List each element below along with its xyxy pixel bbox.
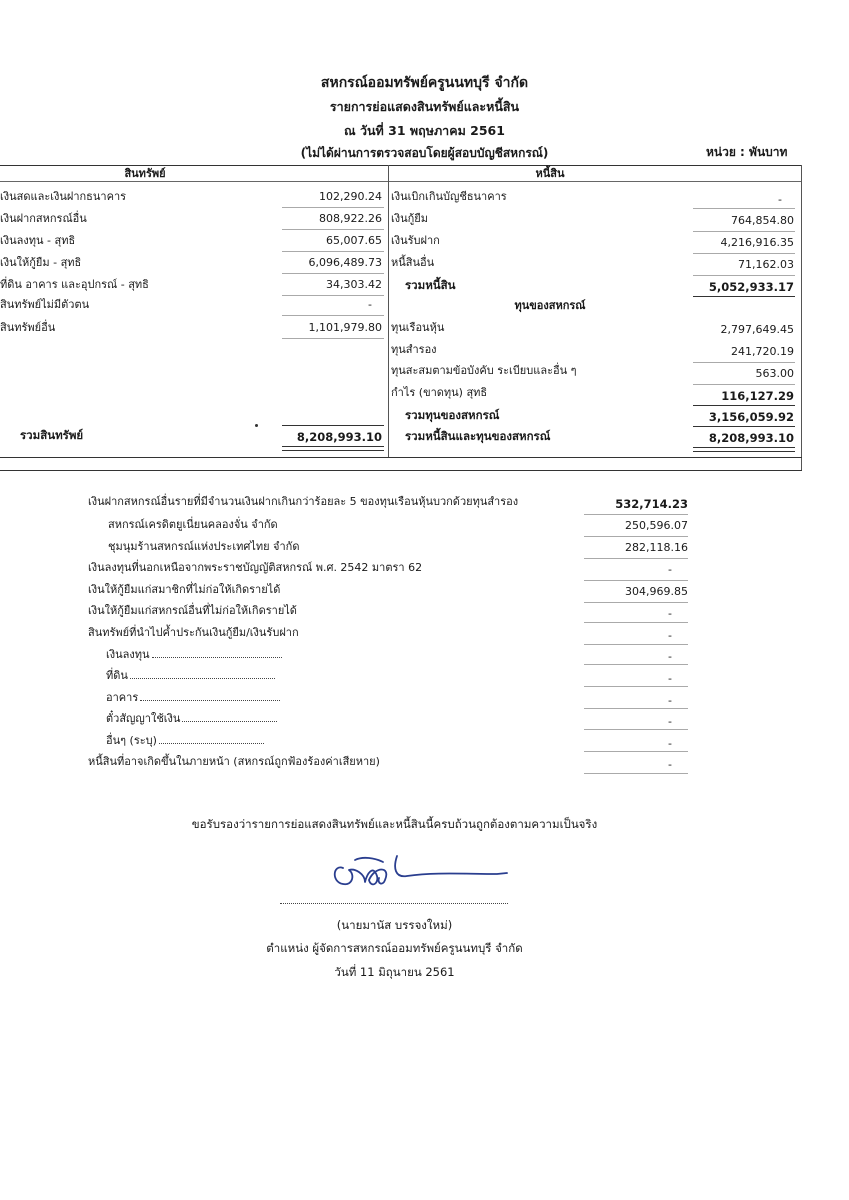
- row-rule: [584, 729, 688, 730]
- note-sub-item: [106, 711, 277, 726]
- total-rule: [693, 405, 795, 406]
- note-value: 282,118.16: [625, 541, 688, 554]
- row-rule: [693, 253, 795, 254]
- asset-value: 6,096,489.73: [308, 256, 382, 269]
- org-name: สหกรณ์ออมทรัพย์ครูนนทบุรี จำกัด: [320, 75, 529, 91]
- equity-value: 116,127.29: [721, 389, 794, 403]
- note-label: เงินลงทุนที่นอกเหนือจากพระราชบัญญัติสหกรณ์ พ.ศ. 2542 มาตรา 62: [88, 561, 423, 574]
- row-rule: [693, 208, 795, 209]
- note-label: อาคาร: [106, 691, 139, 704]
- note-sub-item: [106, 733, 264, 748]
- asset-value: 1,101,979.80: [308, 321, 382, 334]
- liability-value: 4,216,916.35: [720, 236, 794, 249]
- asset-label: เงินฝากสหกรณ์อื่น: [0, 212, 87, 225]
- row-rule: [693, 231, 795, 232]
- note-value: -: [668, 715, 672, 728]
- note-label: เงินลงทุน: [106, 648, 150, 661]
- note-label: เงินให้กู้ยืมแก่สหกรณ์อื่นที่ไม่ก่อให้เกิดรายได้: [88, 604, 297, 617]
- table-footer-border: [0, 470, 802, 471]
- liabilities-heading: หนี้สิน: [535, 167, 565, 180]
- asset-value: 102,290.24: [319, 190, 382, 203]
- note-sub-item: [106, 690, 280, 705]
- asset-value: -: [368, 298, 372, 311]
- liability-value: 71,162.03: [738, 258, 794, 271]
- note-label: ที่ดิน: [106, 669, 128, 682]
- dotted-fill: [130, 668, 275, 679]
- signer-name: (นายมานัส บรรจงใหม่): [336, 918, 453, 932]
- equity-value: 563.00: [755, 367, 794, 380]
- asset-label: เงินสดและเงินฝากธนาคาร: [0, 190, 127, 203]
- note-value: -: [668, 758, 672, 771]
- row-rule: [584, 580, 688, 581]
- table-header-border: [0, 181, 802, 182]
- grand-total-label: รวมหนี้สินและทุนของสหกรณ์: [405, 429, 551, 443]
- total-rule: [693, 426, 795, 427]
- note-value: -: [668, 563, 672, 576]
- row-rule: [584, 644, 688, 645]
- total-rule: [693, 296, 795, 297]
- row-rule: [584, 708, 688, 709]
- row-rule: [693, 384, 795, 385]
- table-bottom-border: [0, 457, 802, 458]
- equity-total-value: 3,156,059.92: [708, 410, 794, 424]
- row-rule: [584, 602, 688, 603]
- table-top-border: [0, 165, 802, 166]
- asset-value: 65,007.65: [326, 234, 382, 247]
- note-label: เงินฝากสหกรณ์อื่นรายที่มีจำนวนเงินฝากเกินกว่าร้อยละ 5 ของทุนเรือนหุ้นบวกด้วยทุนสำรอง: [88, 495, 519, 508]
- row-rule: [693, 275, 795, 276]
- note-label: ชุมนุมร้านสหกรณ์แห่งประเทศไทย จำกัด: [108, 540, 300, 553]
- note-value: -: [668, 672, 672, 685]
- note-label: สินทรัพย์ที่นำไปค้ำประกันเงินกู้ยืม/เงินรับฝาก: [88, 626, 299, 639]
- unit-label: หน่วย : พันบาท: [706, 145, 788, 159]
- row-rule: [584, 536, 688, 537]
- note-sub-item: [106, 668, 275, 683]
- row-rule: [282, 229, 384, 230]
- liability-label: หนี้สินอื่น: [391, 256, 435, 269]
- liabilities-total-value: 5,052,933.17: [708, 280, 794, 294]
- equity-label: ทุนสะสมตามข้อบังคับ ระเบียบและอื่น ๆ: [391, 364, 577, 377]
- equity-heading: ทุนของสหกรณ์: [514, 299, 586, 312]
- row-rule: [282, 251, 384, 252]
- equity-label: ทุนเรือนหุ้น: [391, 321, 445, 334]
- note-label: ตั๋วสัญญาใช้เงิน: [106, 712, 181, 725]
- row-rule: [282, 338, 384, 339]
- row-rule: [584, 664, 688, 665]
- scan-mark: [255, 424, 258, 427]
- asset-label: สินทรัพย์อื่น: [0, 321, 56, 334]
- audit-note: (ไม่ได้ผ่านการตรวจสอบโดยผู้สอบบัญชีสหกรณ์): [300, 146, 549, 160]
- dotted-fill: [140, 690, 280, 701]
- asset-value: 808,922.26: [319, 212, 382, 225]
- asset-label: ที่ดิน อาคาร และอุปกรณ์ - สุทธิ: [0, 278, 149, 291]
- asset-value: 34,303.42: [326, 278, 382, 291]
- asset-label: เงินลงทุน - สุทธิ: [0, 234, 76, 247]
- row-rule: [282, 315, 384, 316]
- dotted-fill: [152, 647, 282, 658]
- asset-label: สินทรัพย์ไม่มีตัวตน: [0, 298, 90, 311]
- dotted-fill: [159, 733, 264, 744]
- signature-line: [280, 903, 508, 904]
- note-label: เงินให้กู้ยืมแก่สมาชิกที่ไม่ก่อให้เกิดรายได้: [88, 583, 281, 596]
- row-rule: [584, 773, 688, 774]
- note-label: หนี้สินที่อาจเกิดขึ้นในภายหน้า (สหกรณ์ถูกฟ้องร้องค่าเสียหาย): [88, 755, 380, 768]
- note-label: อื่นๆ (ระบุ): [106, 734, 157, 747]
- note-value: 304,969.85: [625, 585, 688, 598]
- liability-value: -: [778, 193, 782, 206]
- total-rule: [282, 425, 384, 426]
- row-rule: [584, 751, 688, 752]
- row-rule: [584, 622, 688, 623]
- equity-label: ทุนสำรอง: [391, 343, 437, 356]
- as-of-date: ณ วันที่ 31 พฤษภาคม 2561: [344, 123, 505, 138]
- equity-value: 241,720.19: [731, 345, 794, 358]
- table-column-divider: [388, 165, 389, 457]
- equity-total-label: รวมทุนของสหกรณ์: [405, 408, 500, 422]
- equity-value: 2,797,649.45: [720, 323, 794, 336]
- assets-total-label: รวมสินทรัพย์: [20, 428, 84, 442]
- note-value: 250,596.07: [625, 519, 688, 532]
- note-value: -: [668, 694, 672, 707]
- asset-label: เงินให้กู้ยืม - สุทธิ: [0, 256, 82, 269]
- row-rule: [282, 273, 384, 274]
- row-rule: [584, 514, 688, 515]
- row-rule: [584, 686, 688, 687]
- liability-value: 764,854.80: [731, 214, 794, 227]
- assets-heading: สินทรัพย์: [124, 167, 166, 180]
- row-rule: [584, 558, 688, 559]
- assets-total-double-rule: [282, 446, 384, 451]
- certification-statement: ขอรับรองว่ารายการย่อแสดงสินทรัพย์และหนี้สินนี้ครบถ้วนถูกต้องตามความเป็นจริง: [191, 817, 598, 831]
- liability-label: เงินกู้ยืม: [391, 212, 429, 225]
- note-value: -: [668, 629, 672, 642]
- note-value: 532,714.23: [615, 497, 688, 511]
- dotted-fill: [182, 711, 277, 722]
- note-value: -: [668, 650, 672, 663]
- signer-position: ตำแหน่ง ผู้จัดการสหกรณ์ออมทรัพย์ครูนนทบุรี จำกัด: [266, 941, 523, 955]
- liability-label: เงินรับฝาก: [391, 234, 440, 247]
- note-sub-item: [106, 647, 282, 662]
- note-value: -: [668, 737, 672, 750]
- note-value: -: [668, 607, 672, 620]
- table-right-border: [801, 165, 802, 470]
- equity-label: กำไร (ขาดทุน) สุทธิ: [391, 386, 488, 399]
- note-label: สหกรณ์เครดิตยูเนี่ยนคลองจั่น จำกัด: [108, 518, 278, 531]
- sign-date: วันที่ 11 มิถุนายน 2561: [334, 965, 455, 979]
- grand-total-value: 8,208,993.10: [708, 431, 794, 445]
- grand-total-double-rule: [693, 447, 795, 452]
- row-rule: [282, 295, 384, 296]
- liabilities-total-label: รวมหนี้สิน: [405, 278, 456, 292]
- liability-label: เงินเบิกเกินบัญชีธนาคาร: [391, 190, 507, 203]
- assets-total-value: 8,208,993.10: [296, 430, 382, 444]
- row-rule: [282, 207, 384, 208]
- row-rule: [693, 362, 795, 363]
- report-title: รายการย่อแสดงสินทรัพย์และหนี้สิน: [329, 99, 520, 114]
- signature-image: [325, 846, 515, 894]
